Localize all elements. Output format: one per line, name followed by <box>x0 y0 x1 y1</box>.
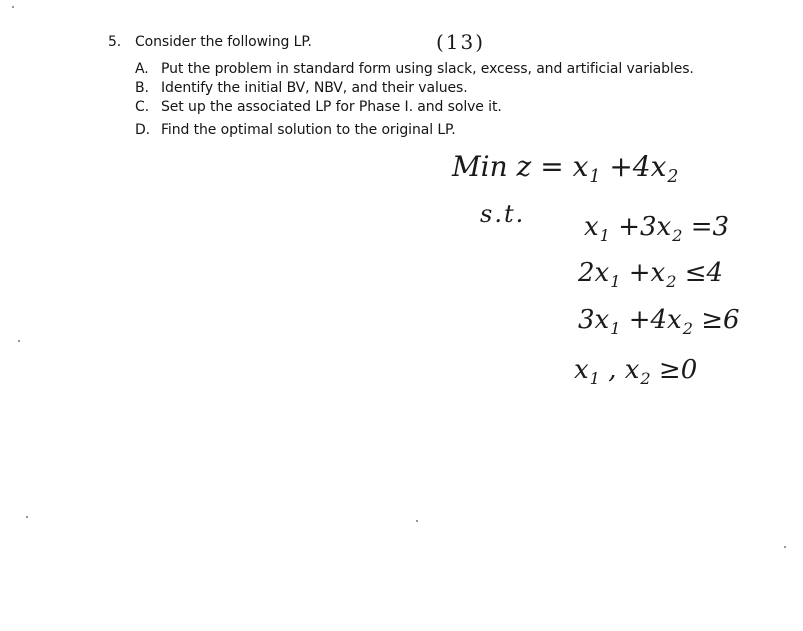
scan-speck <box>784 546 786 548</box>
scan-speck <box>416 520 418 522</box>
constraint-3: $3x_1 +4x_2 \ge 6$ <box>578 305 740 338</box>
constraint-2: $2x_1 +x_2 \le 4$ <box>578 258 724 291</box>
part-a-letter: A. <box>135 61 149 77</box>
constraint-1: $x_1 +3x_2 =3$ <box>584 212 730 245</box>
lp-objective <box>452 150 678 187</box>
part-d-letter: D. <box>135 122 151 138</box>
scan-speck <box>12 6 14 8</box>
objective-term-1: $x_1$ <box>572 150 601 188</box>
part-b-letter: B. <box>135 80 149 96</box>
part-a-text: Put the problem in standard form using slack, excess, and artificial variables. <box>161 61 694 77</box>
scan-speck <box>18 340 20 342</box>
part-c-text: Set up the associated LP for Phase I. and solve it. <box>161 99 502 115</box>
objective-label: Min z = <box>452 150 564 183</box>
scan-speck <box>26 516 28 518</box>
part-c-letter: C. <box>135 99 150 115</box>
part-b-text: Identify the initial BV, NBV, and their values. <box>161 80 468 96</box>
part-d-text: Find the optimal solution to the original LP. <box>161 122 456 138</box>
st-label: s.t. <box>480 200 526 228</box>
question-number: 5. <box>108 34 122 50</box>
nonnegativity-constraint: $x_1$ , $x_2 \ge 0$ <box>574 355 698 388</box>
points-note: (13) <box>436 30 486 54</box>
question-prompt: Consider the following LP. <box>135 34 312 50</box>
objective-term-2: $+4x_2$ <box>609 150 679 188</box>
